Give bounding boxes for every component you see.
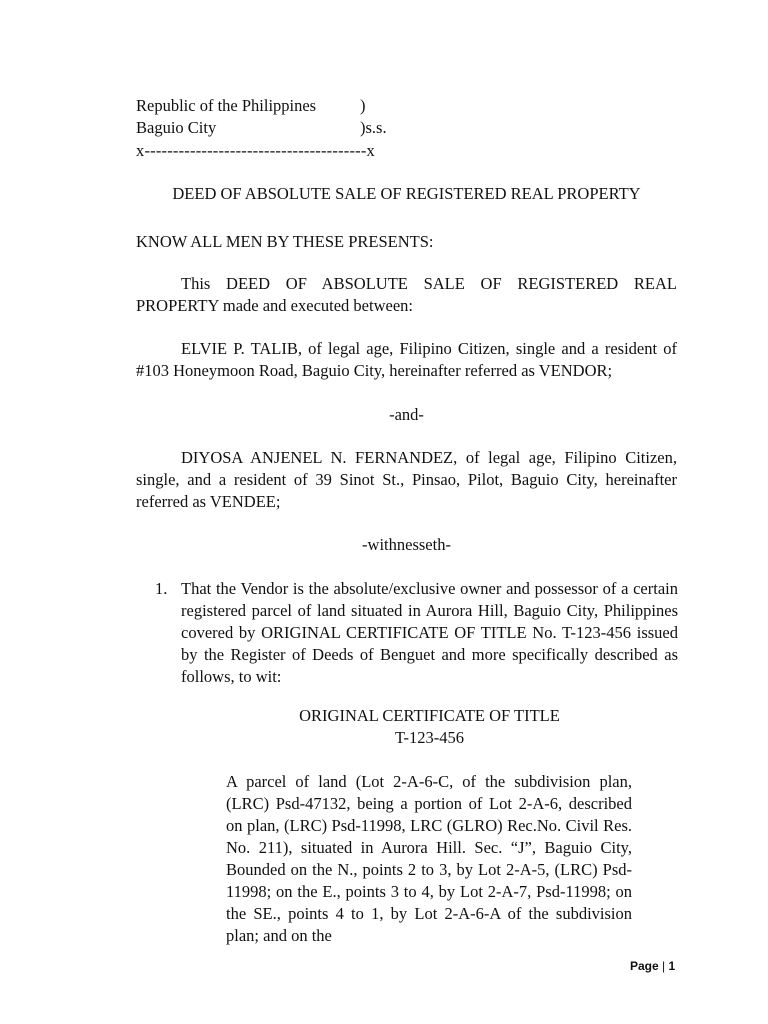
- vendor-paragraph: ELVIE P. TALIB, of legal age, Filipino Citizen, single and a resident of #103 Honeymoon Road, Baguio City, hereinafter referred as VENDOR;: [136, 339, 677, 380]
- vendee-paragraph: DIYOSA ANJENEL N. FERNANDEZ, of legal age, Filipino Citizen, single, and a resident of 39 Sinot St., Pinsao, Pilot, Baguio City, hereinafter referred as VENDEE;: [136, 448, 677, 511]
- venue-separator: x---------------------------------------x: [136, 141, 375, 160]
- item-text: That the Vendor is the absolute/exclusive owner and possessor of a certain registered parcel of land situated in Aurora Hill, Baguio City, Philippines covered by ORIGINAL CERTIFICATE OF TITLE No. T-123-456 issued by the Register of Deeds of Benguet and more specifically described as follows, to wit:: [181, 579, 678, 686]
- venue-line-city: [136, 117, 436, 139]
- oct-title: ORIGINAL CERTIFICATE OF TITLE: [299, 706, 560, 725]
- and-divider: -and-: [389, 405, 424, 424]
- item-number: 1.: [155, 579, 168, 598]
- venue-republic-paren: ): [360, 96, 366, 115]
- venue-republic-text: Republic of the Philippines: [136, 96, 317, 115]
- venue-block: [136, 95, 436, 139]
- opening-line: KNOW ALL MEN BY THESE PRESENTS:: [136, 232, 434, 251]
- numbered-item-1: [155, 578, 678, 688]
- document-title: DEED OF ABSOLUTE SALE OF REGISTERED REAL PROPERTY: [172, 184, 641, 203]
- witnesseth-heading: -withnesseth-: [362, 535, 451, 554]
- venue-city-text: Baguio City: [136, 118, 217, 137]
- land-description: A parcel of land (Lot 2-A-6-C, of the subdivision plan, (LRC) Psd-47132, being a portion of Lot 2-A-6, described on plan, (LRC) Psd-11998, LRC (GLRO) Rec.No. Civil Res. No. 211), situated in Aurora Hill. Sec. “J”, Baguio City, Bounded on the N., points 2 to 3, by Lot 2-A-5, (LRC) Psd-11998; on the E., points 3 to 4, by Lot 2-A-7, Psd-11998; on the SE., points 4 to 1, by Lot 2-A-6-A of the subdivision plan; and on the: [226, 772, 632, 945]
- page-label: Page: [630, 959, 659, 973]
- intro-paragraph: This DEED OF ABSOLUTE SALE OF REGISTERED REAL PROPERTY made and executed between:: [136, 274, 677, 315]
- oct-number: T-123-456: [394, 728, 465, 747]
- page-separator: |: [662, 959, 666, 973]
- venue-line-republic: [136, 95, 436, 117]
- page-number: 1: [668, 959, 676, 973]
- venue-ss-text: )s.s.: [360, 118, 387, 137]
- page-footer: [630, 955, 675, 977]
